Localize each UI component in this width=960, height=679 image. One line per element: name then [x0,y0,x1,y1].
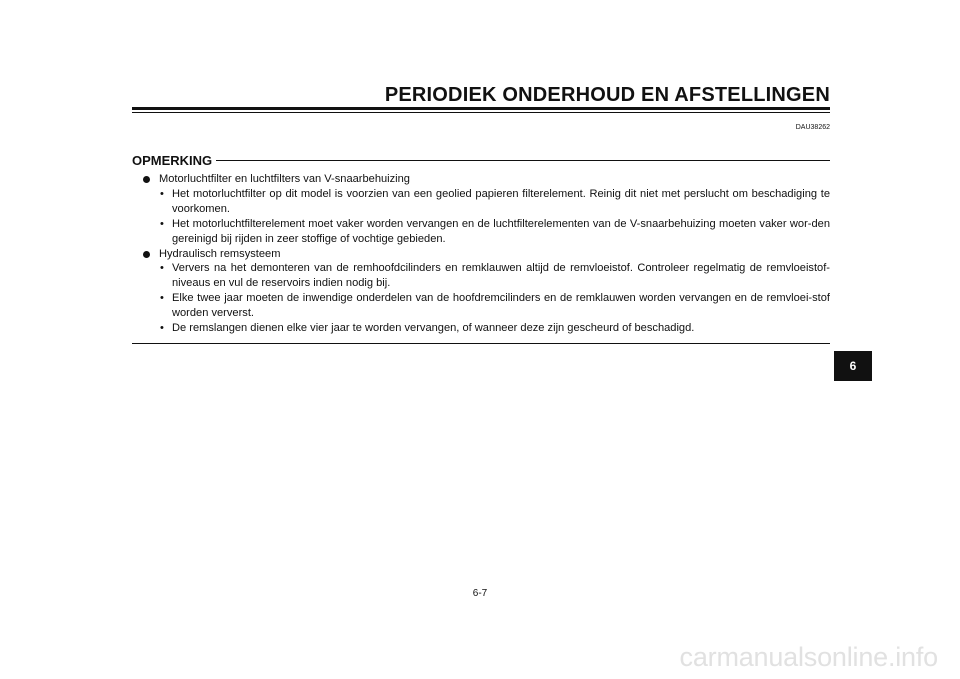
filled-circle-bullet-icon [143,176,150,183]
bullet-text: Ververs na het demonteren van de remhoofdcilinders en remklauwen altijd de remvloeistof. Controleer regelmatig de remvloeistof-niveaus en vul de reservoirs indien nodig bij. [172,262,830,290]
note-body [132,172,830,336]
chapter-tab [834,351,872,381]
note-bullet [132,187,830,217]
bullet-dot-icon: • [160,187,164,200]
note-section [132,153,830,344]
watermark: carmanualsonline.info [679,642,938,672]
note-bullet [132,321,830,336]
page-title: PERIODIEK ONDERHOUD EN AFSTELLINGEN [384,84,830,106]
topic-label: Motorluchtfilter en luchtfilters van V-snaarbehuizing [159,173,410,185]
bullet-text: De remslangen dienen elke vier jaar te worden vervangen, of wanneer deze zijn gescheurd of beschadigd. [172,322,695,335]
page-number: 6-7 [472,588,488,599]
bullet-text: Het motorluchtfilterelement moet vaker worden vervangen en de luchtfilterelementen van de V-snaarbehuizing moeten vaker wor-den gereinigd bij rijden in zeer stoffige of vochtige gebieden. [172,217,830,245]
note-end-rule [132,343,830,344]
filled-circle-bullet-icon [143,251,150,258]
chapter-number: 6 [849,359,857,373]
bullet-dot-icon: • [160,217,164,230]
note-heading-row [132,153,830,169]
note-heading-rule [216,160,830,161]
bullet-dot-icon: • [160,292,164,305]
note-topic [132,172,830,187]
header-rule-thick [132,107,830,110]
bullet-text: Elke twee jaar moeten de inwendige onderdelen van de hoofdremcilinders en de remklauwen worden vervangen en de remvloei-stof worden ververst. [172,292,830,320]
bullet-text: Het motorluchtfilter op dit model is voorzien van een geolied papieren filterelement. Reinig dit niet met perslucht om beschadiging te voorkomen. [172,187,830,215]
note-bullet [132,217,830,247]
note-heading: OPMERKING [132,153,213,168]
topic-label: Hydraulisch remsysteem [159,247,281,260]
note-topic [132,247,830,262]
note-bullet [132,261,830,291]
document-code: DAU38262 [795,124,830,131]
header-rule-thin [132,112,830,113]
bullet-dot-icon: • [160,262,164,275]
note-bullet [132,291,830,321]
bullet-dot-icon: • [160,322,164,335]
